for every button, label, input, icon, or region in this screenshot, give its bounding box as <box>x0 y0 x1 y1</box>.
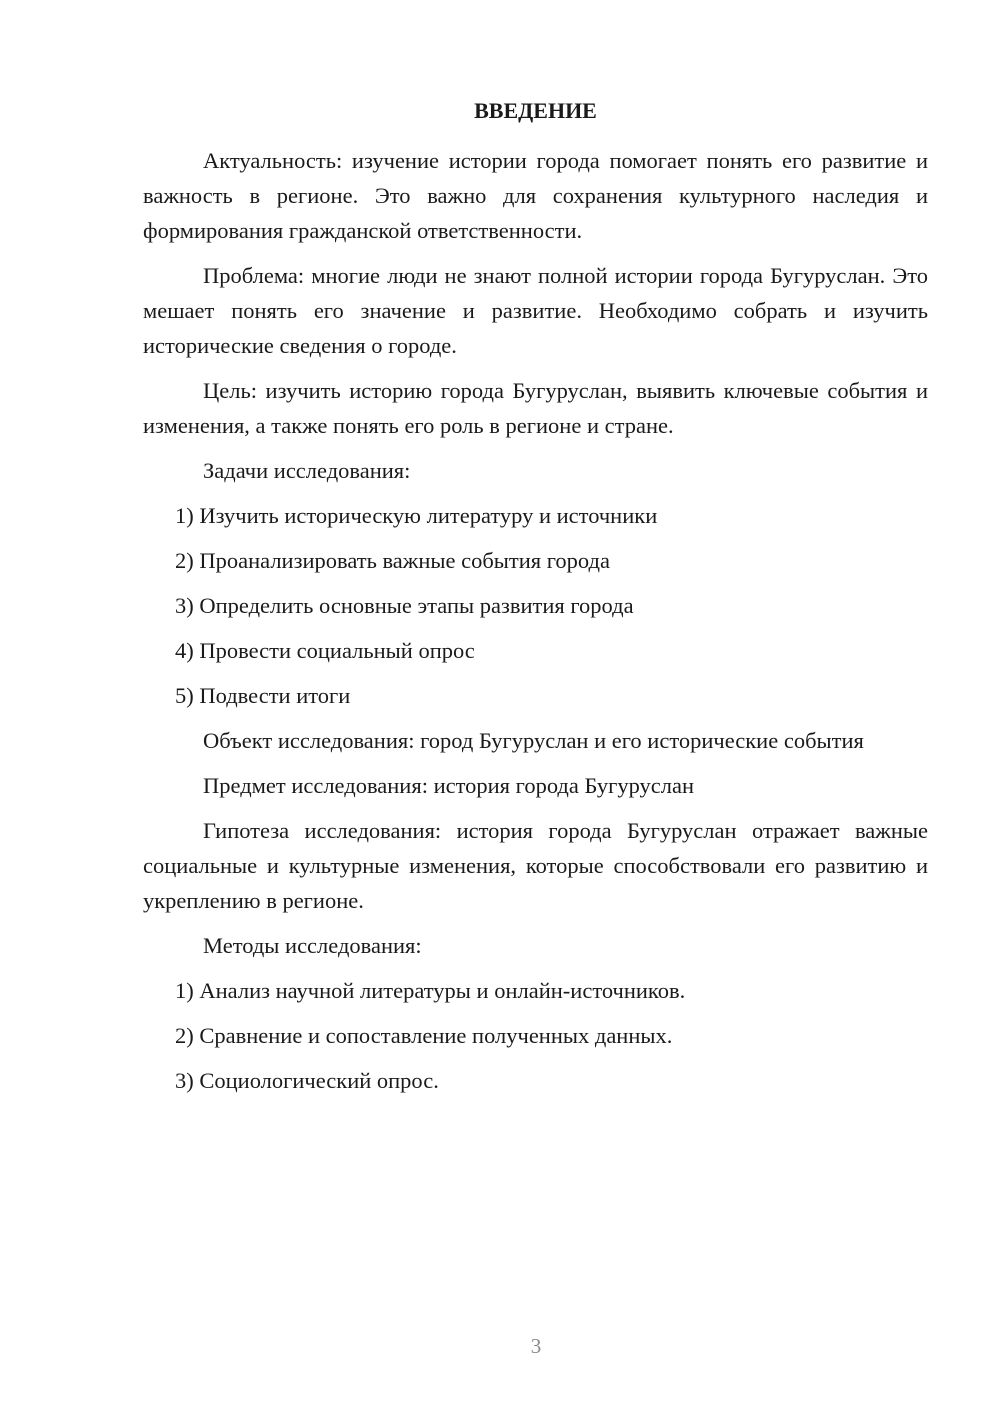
hypothesis-paragraph: Гипотеза исследования: история города Бугуруслан отражает важные социальные и культурные изменения, которые способствовали его развитию и укреплению в регионе. <box>143 818 928 913</box>
list-item: 2) Проанализировать важные события города <box>175 548 610 573</box>
list-item: 3) Определить основные этапы развития города <box>175 593 634 618</box>
tasks-heading: Задачи исследования: <box>203 458 411 483</box>
list-item: 1) Изучить историческую литературу и источники <box>175 503 658 528</box>
object-paragraph: Объект исследования: город Бугуруслан и его исторические события <box>203 728 864 753</box>
tasks-list <box>143 498 928 713</box>
methods-list <box>143 973 928 1098</box>
list-item: 5) Подвести итоги <box>175 683 351 708</box>
problem-paragraph: Проблема: многие люди не знают полной истории города Бугуруслан. Это мешает понять его значение и развитие. Необходимо собрать и изучить исторические сведения о городе. <box>143 263 928 358</box>
list-item: 2) Сравнение и сопоставление полученных данных. <box>175 1023 673 1048</box>
methods-heading: Методы исследования: <box>203 933 422 958</box>
subject-paragraph: Предмет исследования: история города Бугуруслан <box>203 773 695 798</box>
goal-paragraph: Цель: изучить историю города Бугуруслан, выявить ключевые события и изменения, а также понять его роль в регионе и стране. <box>143 378 928 438</box>
section-title: ВВЕДЕНИЕ <box>474 98 597 123</box>
list-item: 3) Социологический опрос. <box>175 1068 439 1093</box>
page-number: 3 <box>530 1334 542 1358</box>
list-item: 1) Анализ научной литературы и онлайн-источников. <box>175 978 686 1003</box>
page-content <box>143 95 928 1108</box>
list-item: 4) Провести социальный опрос <box>175 638 475 663</box>
relevance-paragraph: Актуальность: изучение истории города помогает понять его развитие и важность в регионе. Это важно для сохранения культурного наследия и формирования гражданской ответственности. <box>143 148 928 243</box>
